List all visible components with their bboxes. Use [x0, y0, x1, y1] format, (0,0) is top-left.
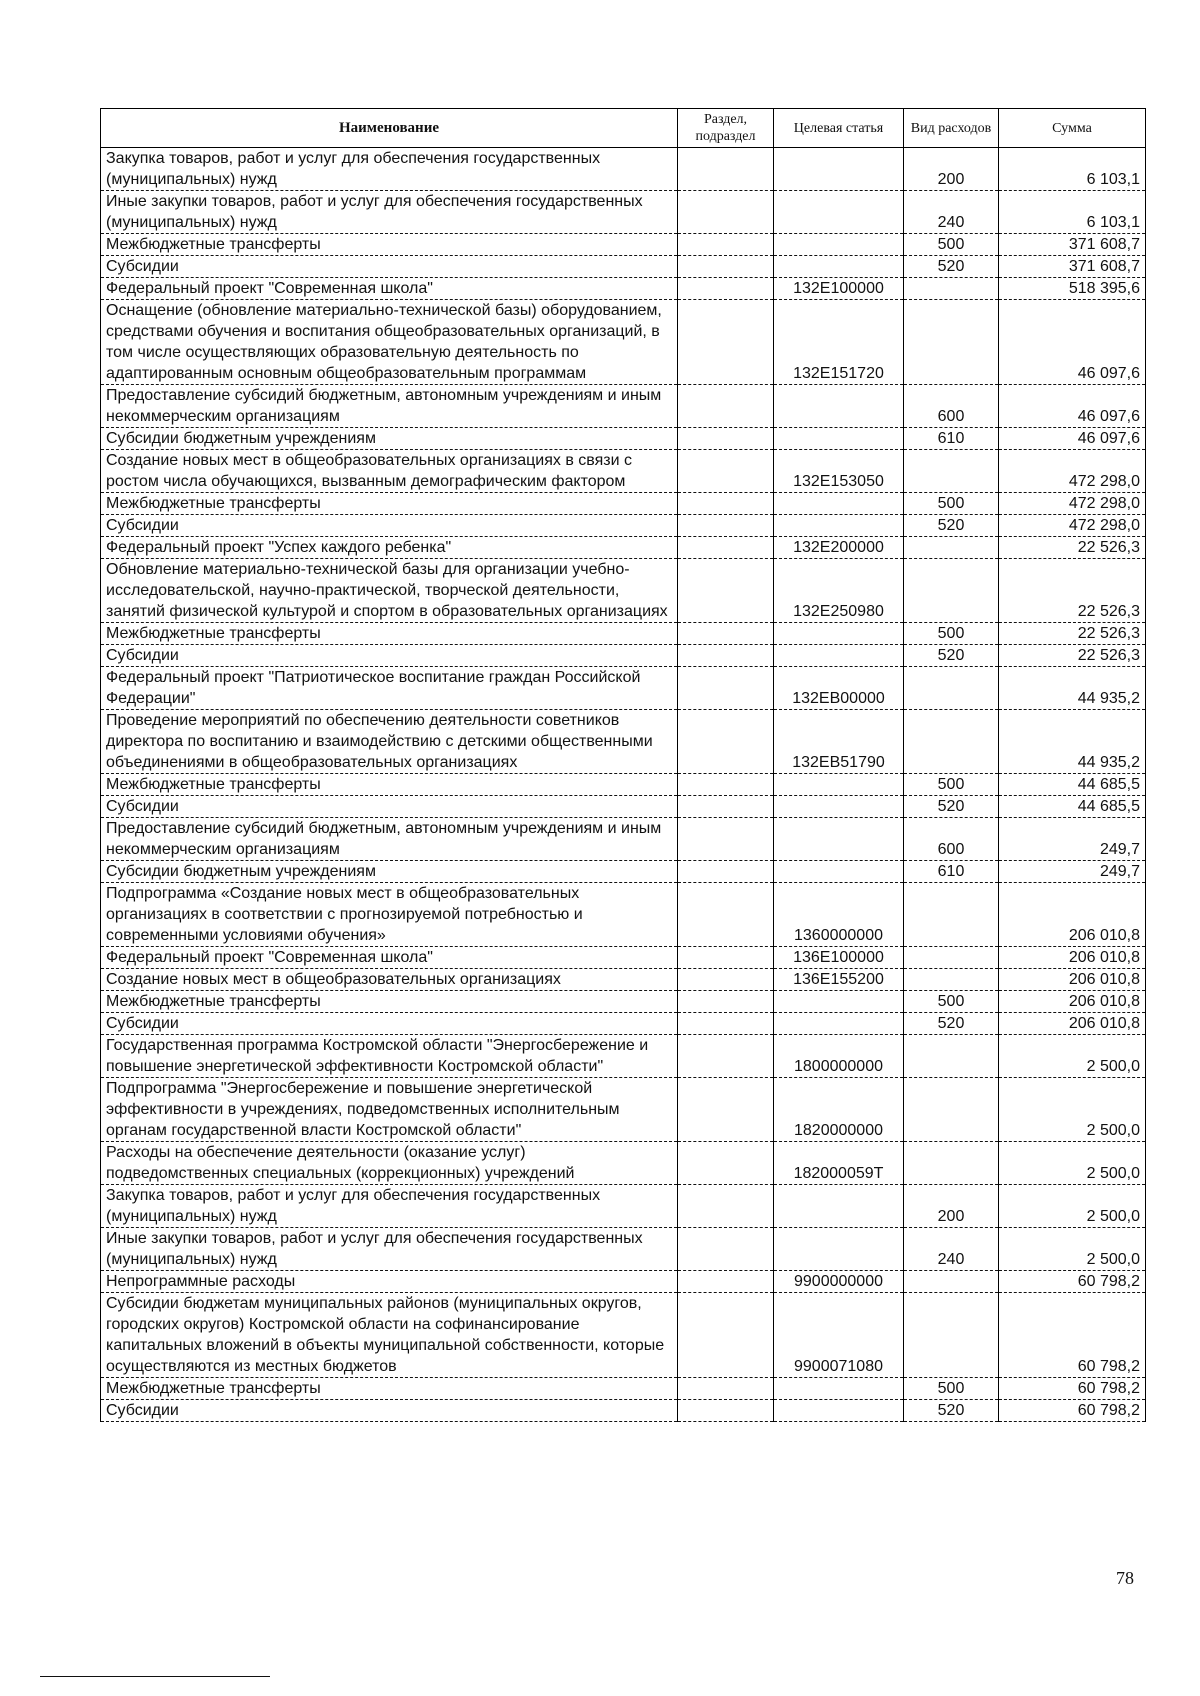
row-type: 520	[904, 1400, 999, 1422]
table-row	[101, 148, 1146, 191]
table-row	[101, 1013, 1146, 1035]
row-type: 240	[904, 1228, 999, 1271]
row-section	[678, 385, 774, 428]
row-name: Межбюджетные трансферты	[101, 623, 678, 645]
budget-sheet	[100, 108, 1145, 1422]
row-section	[678, 148, 774, 191]
row-type: 500	[904, 1378, 999, 1400]
row-sum: 371 608,7	[999, 256, 1146, 278]
row-sum: 206 010,8	[999, 1013, 1146, 1035]
header-sum: Сумма	[999, 109, 1146, 148]
table-row	[101, 947, 1146, 969]
row-sum: 60 798,2	[999, 1400, 1146, 1422]
row-section	[678, 1078, 774, 1142]
budget-table	[100, 108, 1146, 1422]
row-section	[678, 559, 774, 623]
table-row	[101, 1142, 1146, 1185]
row-sum: 22 526,3	[999, 537, 1146, 559]
row-sum: 206 010,8	[999, 991, 1146, 1013]
row-type	[904, 1293, 999, 1378]
row-target	[774, 191, 904, 234]
row-section	[678, 623, 774, 645]
row-type: 200	[904, 148, 999, 191]
row-target	[774, 428, 904, 450]
row-sum: 249,7	[999, 818, 1146, 861]
table-row	[101, 300, 1146, 385]
row-name: Субсидии бюджетным учреждениям	[101, 861, 678, 883]
row-name: Субсидии	[101, 645, 678, 667]
row-type: 500	[904, 991, 999, 1013]
table-row	[101, 818, 1146, 861]
row-section	[678, 1185, 774, 1228]
row-name: Подпрограмма «Создание новых мест в общеобразовательных организациях в соответствии с прогнозируемой потребностью и современными условиями обучения»	[101, 883, 678, 947]
row-section	[678, 991, 774, 1013]
row-section	[678, 537, 774, 559]
row-name: Межбюджетные трансферты	[101, 1378, 678, 1400]
row-target	[774, 861, 904, 883]
row-name: Субсидии бюджетным учреждениям	[101, 428, 678, 450]
row-section	[678, 450, 774, 493]
header-type: Вид расходов	[904, 109, 999, 148]
row-type	[904, 1271, 999, 1293]
row-name: Иные закупки товаров, работ и услуг для обеспечения государственных (муниципальных) нужд	[101, 191, 678, 234]
row-target	[774, 818, 904, 861]
row-sum: 44 685,5	[999, 796, 1146, 818]
table-row	[101, 1035, 1146, 1078]
row-target: 136E155200	[774, 969, 904, 991]
table-body	[101, 148, 1146, 1422]
row-target: 132E250980	[774, 559, 904, 623]
row-type: 500	[904, 493, 999, 515]
row-name: Предоставление субсидий бюджетным, автономным учреждениям и иным некоммерческим организациям	[101, 818, 678, 861]
table-row	[101, 1400, 1146, 1422]
row-name: Субсидии бюджетам муниципальных районов (муниципальных округов, городских округов) Костромской области на софинансирование капитальных вложений в объекты муниципальной собственности, которые осуществляются из местных бюджетов	[101, 1293, 678, 1378]
row-type: 520	[904, 1013, 999, 1035]
table-row	[101, 450, 1146, 493]
row-target	[774, 385, 904, 428]
row-type: 520	[904, 256, 999, 278]
row-section	[678, 278, 774, 300]
row-name: Федеральный проект "Патриотическое воспитание граждан Российской Федерации"	[101, 667, 678, 710]
row-sum: 206 010,8	[999, 947, 1146, 969]
row-name: Субсидии	[101, 1013, 678, 1035]
row-name: Подпрограмма "Энергосбережение и повышение энергетической эффективности в учреждениях, подведомственных исполнительным органам государственной власти Костромской области"	[101, 1078, 678, 1142]
row-type: 520	[904, 515, 999, 537]
row-sum: 206 010,8	[999, 969, 1146, 991]
table-row	[101, 710, 1146, 774]
row-type: 520	[904, 796, 999, 818]
table-row	[101, 667, 1146, 710]
row-section	[678, 191, 774, 234]
row-section	[678, 300, 774, 385]
row-type: 500	[904, 234, 999, 256]
row-target: 136E100000	[774, 947, 904, 969]
table-row	[101, 774, 1146, 796]
row-sum: 2 500,0	[999, 1035, 1146, 1078]
row-target: 9900071080	[774, 1293, 904, 1378]
row-sum: 472 298,0	[999, 515, 1146, 537]
row-sum: 2 500,0	[999, 1185, 1146, 1228]
row-sum: 46 097,6	[999, 428, 1146, 450]
row-type: 520	[904, 645, 999, 667]
row-section	[678, 796, 774, 818]
table-row	[101, 1378, 1146, 1400]
row-sum: 60 798,2	[999, 1271, 1146, 1293]
row-name: Межбюджетные трансферты	[101, 991, 678, 1013]
row-name: Создание новых мест в общеобразовательных организациях	[101, 969, 678, 991]
table-row	[101, 191, 1146, 234]
row-name: Субсидии	[101, 796, 678, 818]
table-row	[101, 493, 1146, 515]
table-row	[101, 385, 1146, 428]
row-target	[774, 796, 904, 818]
row-sum: 46 097,6	[999, 385, 1146, 428]
row-type	[904, 710, 999, 774]
row-section	[678, 256, 774, 278]
row-type: 200	[904, 1185, 999, 1228]
row-name: Расходы на обеспечение деятельности (оказание услуг) подведомственных специальных (коррекционных) учреждений	[101, 1142, 678, 1185]
row-target	[774, 623, 904, 645]
row-type: 500	[904, 623, 999, 645]
header-target: Целевая статья	[774, 109, 904, 148]
row-target: 132E153050	[774, 450, 904, 493]
row-name: Федеральный проект "Успех каждого ребенка"	[101, 537, 678, 559]
row-section	[678, 861, 774, 883]
table-row	[101, 861, 1146, 883]
table-row	[101, 883, 1146, 947]
table-row	[101, 278, 1146, 300]
row-sum: 60 798,2	[999, 1293, 1146, 1378]
table-row	[101, 1185, 1146, 1228]
page-number: 78	[1116, 1568, 1134, 1588]
row-target: 132EB51790	[774, 710, 904, 774]
row-target	[774, 493, 904, 515]
row-section	[678, 1142, 774, 1185]
row-type: 600	[904, 385, 999, 428]
header-section: Раздел, подраздел	[678, 109, 774, 148]
row-sum: 60 798,2	[999, 1378, 1146, 1400]
row-name: Непрограммные расходы	[101, 1271, 678, 1293]
row-target	[774, 645, 904, 667]
row-target: 1360000000	[774, 883, 904, 947]
row-section	[678, 1378, 774, 1400]
row-sum: 44 685,5	[999, 774, 1146, 796]
row-sum: 249,7	[999, 861, 1146, 883]
row-section	[678, 493, 774, 515]
row-type: 500	[904, 774, 999, 796]
row-sum: 371 608,7	[999, 234, 1146, 256]
row-section	[678, 818, 774, 861]
row-section	[678, 428, 774, 450]
table-row	[101, 1228, 1146, 1271]
row-target	[774, 1013, 904, 1035]
row-name: Межбюджетные трансферты	[101, 234, 678, 256]
table-row	[101, 1078, 1146, 1142]
row-type	[904, 1142, 999, 1185]
row-type	[904, 559, 999, 623]
footnote-divider	[40, 1676, 270, 1677]
row-type	[904, 883, 999, 947]
row-section	[678, 1013, 774, 1035]
row-type	[904, 300, 999, 385]
row-sum: 44 935,2	[999, 710, 1146, 774]
row-sum: 206 010,8	[999, 883, 1146, 947]
row-sum: 518 395,6	[999, 278, 1146, 300]
row-type: 610	[904, 428, 999, 450]
row-name: Государственная программа Костромской области "Энергосбережение и повышение энергетической эффективности Костромской области"	[101, 1035, 678, 1078]
row-target	[774, 148, 904, 191]
row-name: Обновление материально-технической базы для организации учебно-исследовательской, научно-практической, творческой деятельности, занятий физической культурой и спортом в образовательных организациях	[101, 559, 678, 623]
row-target	[774, 1378, 904, 1400]
row-type	[904, 667, 999, 710]
row-section	[678, 234, 774, 256]
table-row	[101, 1271, 1146, 1293]
row-target	[774, 1400, 904, 1422]
row-section	[678, 883, 774, 947]
row-type: 610	[904, 861, 999, 883]
row-sum: 44 935,2	[999, 667, 1146, 710]
row-name: Иные закупки товаров, работ и услуг для обеспечения государственных (муниципальных) нужд	[101, 1228, 678, 1271]
row-name: Федеральный проект "Современная школа"	[101, 947, 678, 969]
row-name: Субсидии	[101, 515, 678, 537]
row-section	[678, 1035, 774, 1078]
row-section	[678, 667, 774, 710]
row-section	[678, 1293, 774, 1378]
row-target: 132E151720	[774, 300, 904, 385]
row-name: Федеральный проект "Современная школа"	[101, 278, 678, 300]
row-type	[904, 1078, 999, 1142]
row-name: Создание новых мест в общеобразовательных организациях в связи с ростом числа обучающихся, вызванным демографическим фактором	[101, 450, 678, 493]
row-target	[774, 515, 904, 537]
row-name: Межбюджетные трансферты	[101, 774, 678, 796]
row-type	[904, 537, 999, 559]
row-section	[678, 1271, 774, 1293]
row-target	[774, 1185, 904, 1228]
row-target: 132E100000	[774, 278, 904, 300]
row-section	[678, 645, 774, 667]
table-row	[101, 991, 1146, 1013]
row-target: 9900000000	[774, 1271, 904, 1293]
row-name: Межбюджетные трансферты	[101, 493, 678, 515]
row-type	[904, 1035, 999, 1078]
row-type: 240	[904, 191, 999, 234]
row-sum: 472 298,0	[999, 493, 1146, 515]
row-sum: 2 500,0	[999, 1142, 1146, 1185]
row-section	[678, 1400, 774, 1422]
table-row	[101, 428, 1146, 450]
row-target	[774, 991, 904, 1013]
row-type	[904, 450, 999, 493]
row-sum: 6 103,1	[999, 148, 1146, 191]
row-target	[774, 256, 904, 278]
row-section	[678, 774, 774, 796]
row-name: Проведение мероприятий по обеспечению деятельности советников директора по воспитанию и взаимодействию с детскими общественными объединениями в общеобразовательных организациях	[101, 710, 678, 774]
row-target: 132E200000	[774, 537, 904, 559]
row-name: Закупка товаров, работ и услуг для обеспечения государственных (муниципальных) нужд	[101, 1185, 678, 1228]
row-name: Субсидии	[101, 1400, 678, 1422]
row-target	[774, 1228, 904, 1271]
header-name: Наименование	[101, 109, 678, 148]
row-sum: 22 526,3	[999, 623, 1146, 645]
table-row	[101, 234, 1146, 256]
table-header-row	[101, 109, 1146, 148]
row-section	[678, 947, 774, 969]
row-type: 600	[904, 818, 999, 861]
row-section	[678, 1228, 774, 1271]
table-row	[101, 515, 1146, 537]
row-name: Оснащение (обновление материально-технической базы) оборудованием, средствами обучения и воспитания общеобразовательных организаций, в том числе осуществляющих образовательную деятельность по адаптированным основным общеобразовательным программам	[101, 300, 678, 385]
row-sum: 472 298,0	[999, 450, 1146, 493]
row-target: 182000059T	[774, 1142, 904, 1185]
row-target: 1800000000	[774, 1035, 904, 1078]
table-row	[101, 537, 1146, 559]
table-row	[101, 796, 1146, 818]
row-target: 132EB00000	[774, 667, 904, 710]
row-section	[678, 710, 774, 774]
row-name: Закупка товаров, работ и услуг для обеспечения государственных (муниципальных) нужд	[101, 148, 678, 191]
table-row	[101, 1293, 1146, 1378]
row-name: Субсидии	[101, 256, 678, 278]
row-target: 1820000000	[774, 1078, 904, 1142]
row-target	[774, 774, 904, 796]
row-section	[678, 515, 774, 537]
table-row	[101, 559, 1146, 623]
row-name: Предоставление субсидий бюджетным, автономным учреждениям и иным некоммерческим организациям	[101, 385, 678, 428]
row-sum: 46 097,6	[999, 300, 1146, 385]
row-section	[678, 969, 774, 991]
table-row	[101, 969, 1146, 991]
row-sum: 22 526,3	[999, 645, 1146, 667]
row-sum: 2 500,0	[999, 1228, 1146, 1271]
row-type	[904, 278, 999, 300]
row-target	[774, 234, 904, 256]
table-row	[101, 256, 1146, 278]
row-sum: 6 103,1	[999, 191, 1146, 234]
table-row	[101, 623, 1146, 645]
row-sum: 22 526,3	[999, 559, 1146, 623]
row-type	[904, 969, 999, 991]
row-sum: 2 500,0	[999, 1078, 1146, 1142]
table-row	[101, 645, 1146, 667]
row-type	[904, 947, 999, 969]
